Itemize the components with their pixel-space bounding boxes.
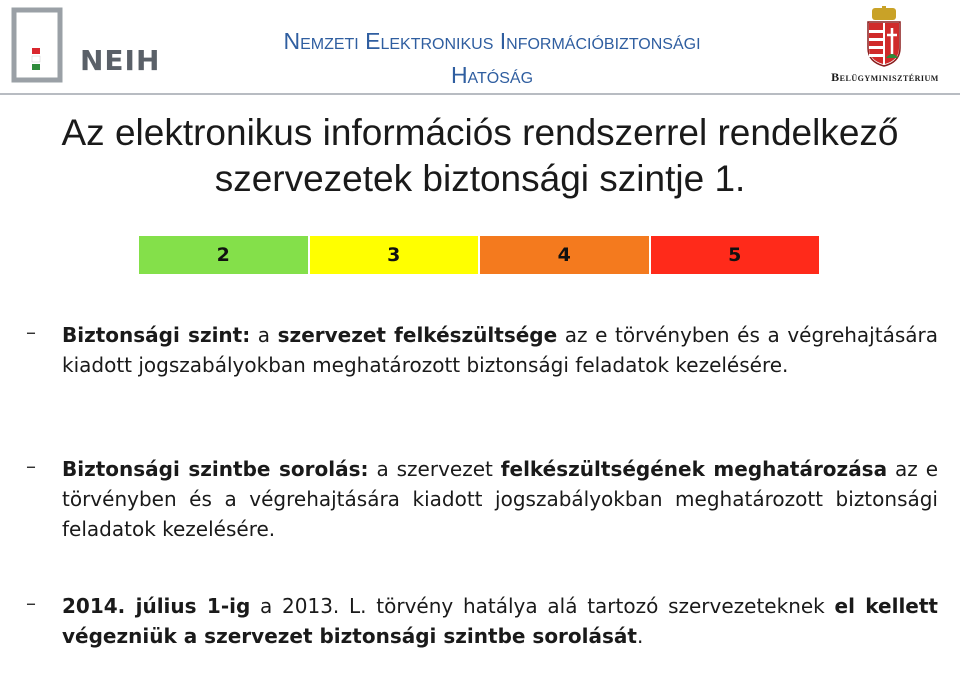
bullet-bold-term: szervezet felkészültsége [277,323,558,347]
bullet-bold-term: Biztonsági szint: [62,323,251,347]
bullet-text-part: az e törvényben és a végrehajtására kiadott jogszabályokban meghatározott biztonsági feladatok kezelésére. [62,457,939,541]
neih-logo-text: NEIH [80,44,161,77]
neih-lock-logo-icon [8,4,66,86]
bullet-deadline [26,591,938,651]
bullet-text [62,320,938,380]
bullet-dash: – [26,454,36,478]
bullet-text-part: az e törvényben és a végrehajtására kiadott jogszabályokban meghatározott biztonsági feladatok kezelésére. [62,323,938,377]
bullet-bold-term: el kellett végezniük a szervezet biztonsági szintbe sorolását [62,594,938,648]
authority-name-line2: Hatóság [450,62,534,88]
bullet-text-part: a 2013. L. törvény hatálya alá tartozó szervezeteknek [250,594,835,618]
level-cell-4 [480,236,649,274]
bullet-text-part: a szervezet [368,457,501,481]
bullet-text [62,591,938,651]
bullet-text [62,454,938,544]
bullet-security-level [26,320,938,380]
bullet-bold-term: Biztonsági szintbe sorolás: [62,457,369,481]
level-label: 4 [557,244,571,266]
bullet-dash: – [26,320,36,344]
level-cell-3 [310,236,479,274]
hungarian-coat-of-arms-icon [862,6,906,68]
level-cell-2 [139,236,308,274]
bullet-text-part: a [250,323,278,347]
security-level-bar [139,236,819,274]
page-title-line2: szervezetek biztonsági szintje 1. [214,158,746,199]
bullet-bold-term: felkészültségének meghatározása [500,457,888,481]
authority-name [202,24,782,92]
ministry-label: Belügyminisztérium [831,70,939,84]
bullet-bold-term: 2014. július 1-ig [62,594,251,618]
header [0,0,960,95]
bullet-text-part: . [636,624,644,648]
level-label: 5 [728,244,742,266]
level-label: 2 [216,244,230,266]
level-cell-5 [651,236,820,274]
page-title [40,110,920,202]
bullet-level-classification [26,454,938,544]
level-label: 3 [387,244,401,266]
bullet-dash: – [26,591,36,615]
authority-name-line1: Nemzeti Elektronikus Információbiztonsági [283,28,701,54]
page-title-line1: Az elektronikus információs rendszerrel rendelkező [61,112,899,153]
header-divider [0,93,960,95]
